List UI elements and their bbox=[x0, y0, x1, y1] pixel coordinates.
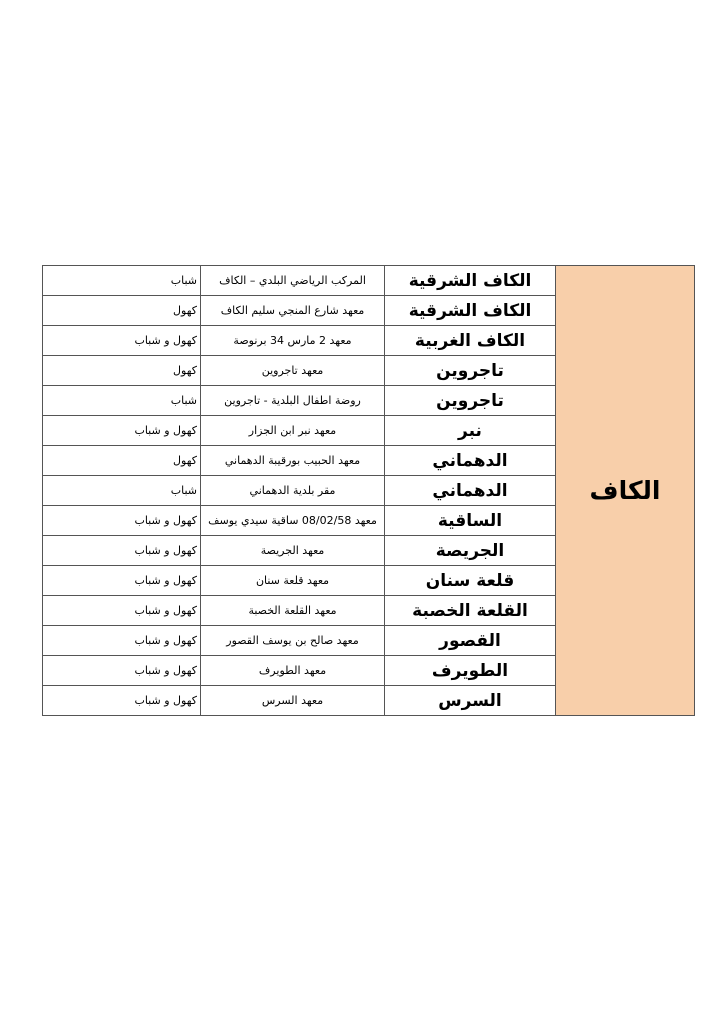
delegation-cell: القلعة الخصبة bbox=[385, 596, 556, 626]
location-cell: معهد 2 مارس 34 برنوصة bbox=[201, 326, 385, 356]
location-cell: معهد السرس bbox=[201, 686, 385, 716]
delegation-cell: نبر bbox=[385, 416, 556, 446]
locations-table bbox=[42, 265, 695, 716]
table-row bbox=[43, 266, 695, 296]
location-cell: معهد 08/02/58 ساقية سيدي يوسف bbox=[201, 506, 385, 536]
locations-table-body bbox=[43, 266, 695, 716]
category-cell: كهول bbox=[43, 446, 201, 476]
location-cell: معهد تاجروين bbox=[201, 356, 385, 386]
category-cell: شباب bbox=[43, 386, 201, 416]
delegation-cell: القصور bbox=[385, 626, 556, 656]
location-cell: المركب الرياضي البلدي – الكاف bbox=[201, 266, 385, 296]
delegation-cell: الطويرف bbox=[385, 656, 556, 686]
category-cell: كهول bbox=[43, 356, 201, 386]
location-cell: معهد نبر ابن الجزار bbox=[201, 416, 385, 446]
delegation-cell: الدهماني bbox=[385, 476, 556, 506]
category-cell: كهول و شباب bbox=[43, 656, 201, 686]
delegation-cell: الكاف الشرقية bbox=[385, 266, 556, 296]
location-cell: معهد الطويرف bbox=[201, 656, 385, 686]
category-cell: كهول و شباب bbox=[43, 536, 201, 566]
delegation-cell: السرس bbox=[385, 686, 556, 716]
category-cell: كهول bbox=[43, 296, 201, 326]
location-cell: معهد قلعة سنان bbox=[201, 566, 385, 596]
governorate-cell: الكاف bbox=[556, 266, 695, 716]
category-cell: كهول و شباب bbox=[43, 566, 201, 596]
delegation-cell: الساقية bbox=[385, 506, 556, 536]
location-cell: معهد الحبيب بورقيبة الدهماني bbox=[201, 446, 385, 476]
location-cell: معهد القلعة الخصبة bbox=[201, 596, 385, 626]
delegation-cell: الدهماني bbox=[385, 446, 556, 476]
delegation-cell: تاجروين bbox=[385, 356, 556, 386]
location-cell: مقر بلدية الدهماني bbox=[201, 476, 385, 506]
delegation-cell: الكاف الشرقية bbox=[385, 296, 556, 326]
category-cell: شباب bbox=[43, 266, 201, 296]
delegation-cell: قلعة سنان bbox=[385, 566, 556, 596]
location-cell: معهد صالح بن يوسف القصور bbox=[201, 626, 385, 656]
category-cell: كهول و شباب bbox=[43, 416, 201, 446]
category-cell: كهول و شباب bbox=[43, 326, 201, 356]
location-cell: روضة اطفال البلدية - تاجروين bbox=[201, 386, 385, 416]
location-cell: معهد شارع المنجي سليم الكاف bbox=[201, 296, 385, 326]
category-cell: كهول و شباب bbox=[43, 506, 201, 536]
category-cell: شباب bbox=[43, 476, 201, 506]
category-cell: كهول و شباب bbox=[43, 596, 201, 626]
delegation-cell: الكاف الغربية bbox=[385, 326, 556, 356]
delegation-cell: تاجروين bbox=[385, 386, 556, 416]
location-cell: معهد الجريصة bbox=[201, 536, 385, 566]
category-cell: كهول و شباب bbox=[43, 626, 201, 656]
delegation-cell: الجريصة bbox=[385, 536, 556, 566]
category-cell: كهول و شباب bbox=[43, 686, 201, 716]
